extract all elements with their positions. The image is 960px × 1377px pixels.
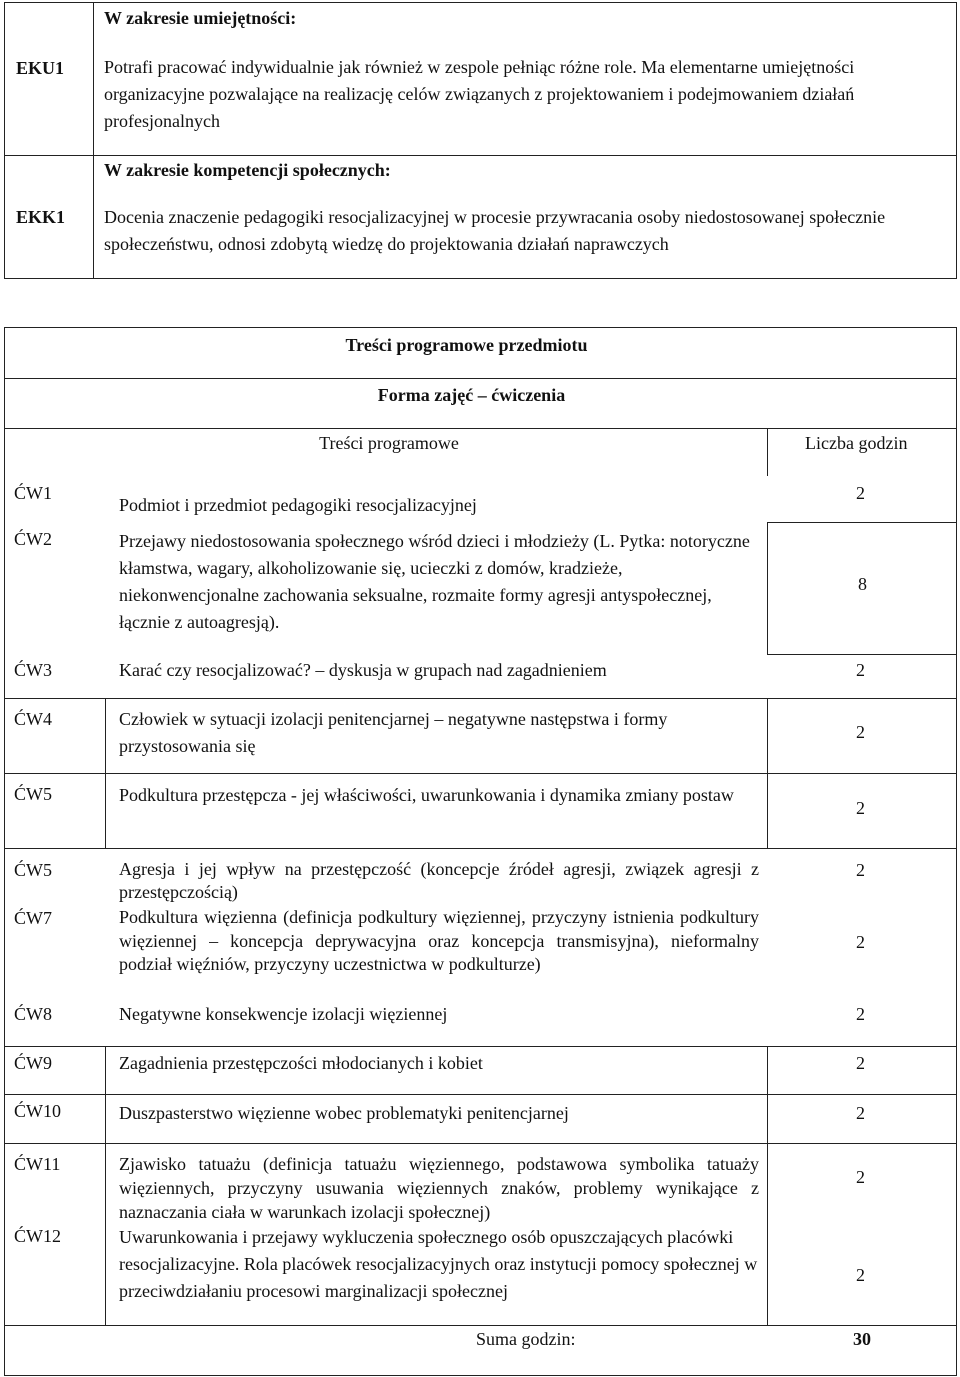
- outcomes-border-left: [4, 2, 5, 279]
- row-hours: 2: [856, 660, 865, 680]
- cw2-hours-box-left: [767, 522, 768, 654]
- row-text: Negatywne konsekwencje izolacji więziennej: [119, 1004, 448, 1024]
- row-code: ĆW3: [14, 660, 52, 680]
- program-form-divider: [4, 428, 957, 429]
- cw10-box-top: [4, 1094, 957, 1095]
- row-text: Karać czy resocjalizować? – dyskusja w grupach nad zagadnieniem: [119, 660, 607, 680]
- row-code: ĆW5: [14, 784, 52, 804]
- outcomes-border-right: [956, 2, 957, 279]
- program-border-right: [956, 327, 957, 1376]
- cw9-box-col1: [105, 1046, 106, 1325]
- cw4-box-col2: [767, 698, 768, 849]
- program-title: Treści programowe przedmiotu: [345, 335, 588, 355]
- row-text: Podmiot i przedmiot pedagogiki resocjalizacyjnej: [119, 495, 477, 515]
- row-code: ĆW5: [14, 860, 52, 880]
- row-hours: 2: [856, 1265, 865, 1285]
- cw4-box-middle: [4, 773, 957, 774]
- row-text: Przejawy niedostosowania społecznego wśród dzieci i młodzieży (L. Pytka: notoryczne kłamstwa, wagary, alkoholizowanie się, ucieczki z domów, kradzieże, niekonwencjonalne zachowania seksualne, rozmaite formy agresji antyspołecznej, łącznie z autoagresją).: [119, 531, 750, 632]
- skills-text: Potrafi pracować indywidualnie jak również w zespole pełniąc różne role. Ma elementarne umiejętności organizacyjne pozwalające na realizację celów związanych z projektowaniem i podejmowaniem działań profesjonalnych: [104, 57, 855, 131]
- cw2-hours-box-top: [767, 522, 957, 523]
- cw9-box-top: [4, 1046, 957, 1047]
- row-code: ĆW10: [14, 1101, 61, 1121]
- row-code: ĆW9: [14, 1053, 52, 1073]
- column-header-content: Treści programowe: [319, 433, 459, 453]
- row-hours: 2: [856, 1004, 865, 1024]
- outcomes-divider: [4, 155, 957, 156]
- row-code: ĆW4: [14, 709, 52, 729]
- row-text: Człowiek w sytuacji izolacji penitencjarnej – negatywne następstwa i formy przystosowania się: [119, 709, 668, 756]
- row-code: ĆW11: [14, 1154, 61, 1174]
- program-form: Forma zajęć – ćwiczenia: [377, 385, 566, 405]
- row-hours: 2: [856, 1053, 865, 1073]
- row-code: ĆW7: [14, 908, 52, 928]
- sum-value: 30: [853, 1329, 871, 1349]
- cw9-box-col2: [767, 1046, 768, 1325]
- row-hours: 2: [856, 722, 865, 742]
- competences-text: Docenia znaczenie pedagogiki resocjalizacyjnej w procesie przywracania osoby niedostosowanej społecznie społeczeństwu, odnosi zdobytą wiedzę do projektowania działań naprawczych: [104, 207, 886, 254]
- competences-code: EKK1: [16, 207, 66, 227]
- row-text: Duszpasterstwo więzienne wobec problematyki penitencjarnej: [119, 1103, 569, 1123]
- row-text: Podkultura więzienna (definicja podkultury więziennej, przyczyny istnienia podkultury więziennej – koncepcja deprywacyjna oraz koncepcja transmisyjna), nieformalny podział więźniów, przyczyny uczestnictwa w podkulturze): [119, 907, 759, 974]
- row-hours: 2: [856, 798, 865, 818]
- program-border-top: [4, 327, 957, 328]
- program-title-divider: [4, 378, 957, 379]
- cw4-box-col1: [105, 698, 106, 849]
- row-hours: 2: [856, 1103, 865, 1123]
- outcomes-column-divider: [93, 2, 94, 279]
- competences-header: W zakresie kompetencji społecznych:: [104, 160, 391, 180]
- row-code: ĆW8: [14, 1004, 52, 1024]
- outcomes-border-top: [4, 2, 957, 3]
- row-hours: 2: [856, 483, 865, 503]
- row-code: ĆW2: [14, 529, 52, 549]
- row-text: Podkultura przestępcza - jej właściwości, uwarunkowania i dynamika zmiany postaw: [119, 785, 734, 805]
- program-border-bottom: [4, 1375, 957, 1376]
- row-hours: 8: [858, 574, 867, 594]
- skills-code: EKU1: [16, 58, 65, 78]
- row-text: Uwarunkowania i przejawy wykluczenia społecznego osób opuszczających placówki resocjalizacyjne. Rola placówek resocjalizacyjnych oraz instytucji pomocy społecznej w przeciwdziałaniu procesowi marginalizacji społecznej: [119, 1227, 758, 1301]
- row-hours: 2: [856, 1167, 865, 1187]
- row-code: ĆW1: [14, 483, 52, 503]
- sum-label: Suma godzin:: [476, 1329, 576, 1349]
- skills-header: W zakresie umiejętności:: [104, 8, 297, 28]
- outcomes-border-bottom: [4, 278, 957, 279]
- cw11-box-top: [4, 1143, 957, 1144]
- row-hours: 2: [856, 932, 865, 952]
- column-header-hours: Liczba godzin: [805, 433, 908, 453]
- cw4-box-top: [4, 698, 957, 699]
- row-text: Zjawisko tatuażu (definicja tatuażu więziennego, podstawowa symbolika tatuaży więziennych, przyczyny usuwania więziennych znaków, problemy wynikające z naznaczania ciała w warunkach izolacji społecznej): [119, 1154, 759, 1222]
- cw5-box-bottom: [4, 848, 957, 849]
- row-code: ĆW12: [14, 1226, 61, 1246]
- cw2-hours-box-bottom: [767, 654, 957, 655]
- row-text: Agresja i jej wpływ na przestępczość (koncepcje źródeł agresji, związek agresji z przestępczością): [119, 859, 759, 902]
- sum-row-top: [4, 1325, 957, 1326]
- row-hours: 2: [856, 860, 865, 880]
- row-text: Zagadnienia przestępczości młodocianych i kobiet: [119, 1053, 483, 1073]
- program-border-left: [4, 327, 5, 1376]
